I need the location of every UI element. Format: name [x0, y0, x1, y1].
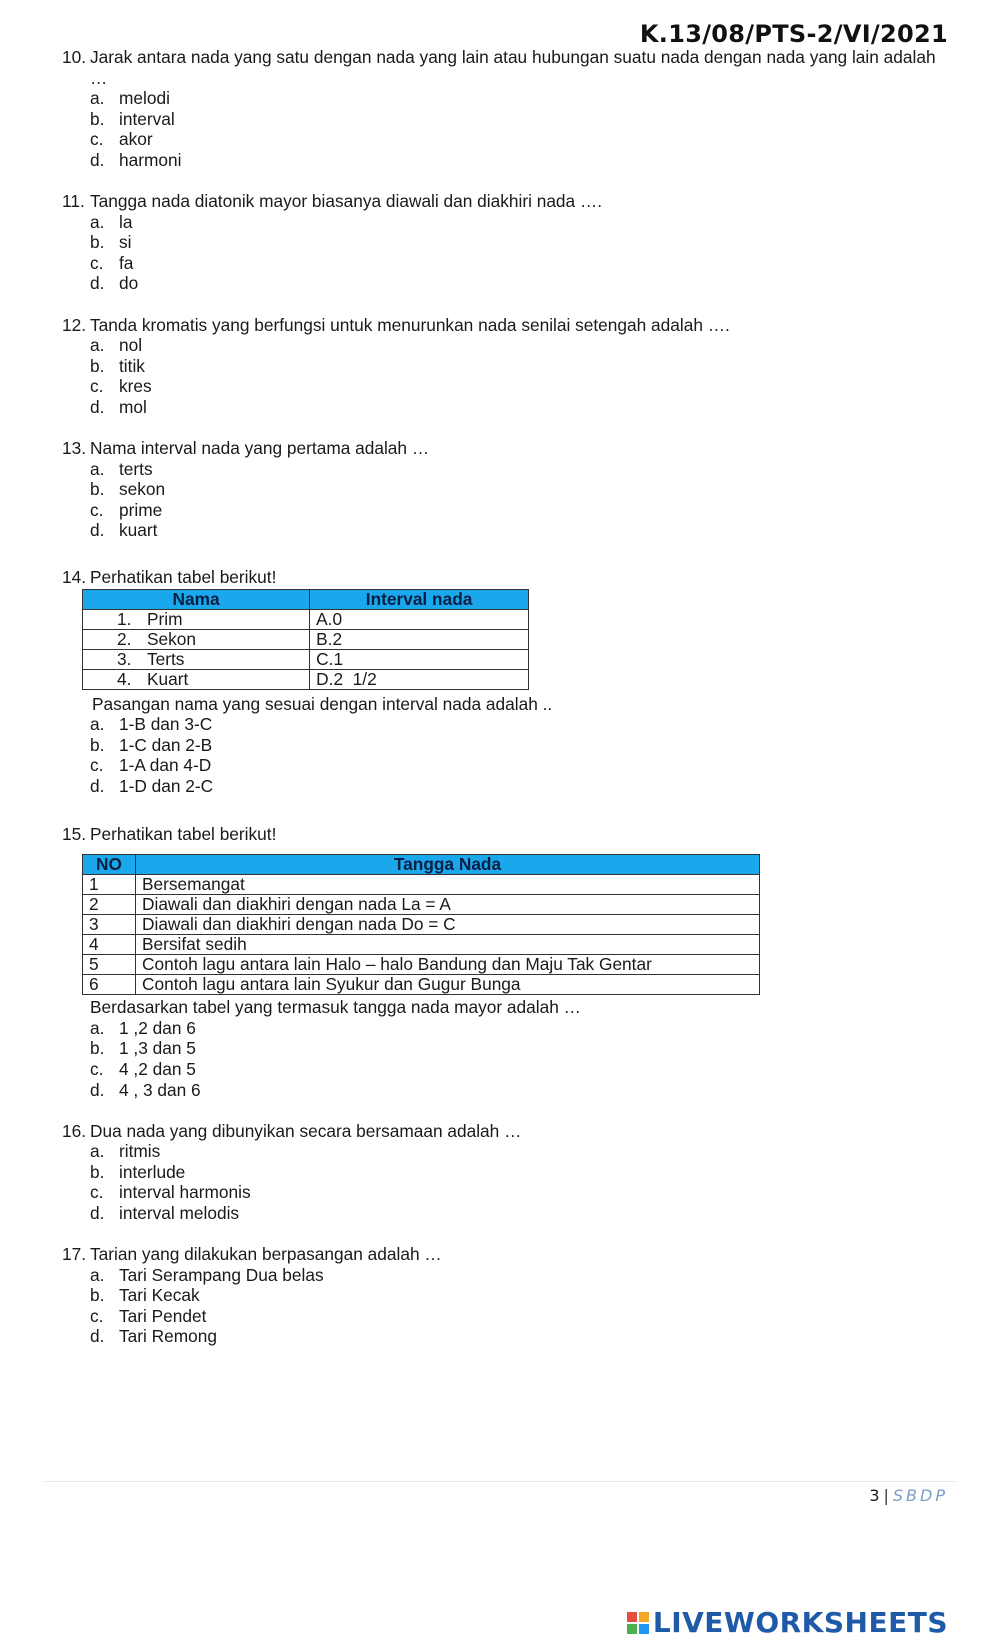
option-letter: c. — [90, 1305, 104, 1326]
option-letter: a. — [90, 88, 105, 109]
option-letter: a. — [90, 458, 105, 479]
option-text: sekon — [119, 479, 166, 500]
table-cell-interval: B.2 — [310, 629, 529, 649]
option-text: Tari Pendet — [119, 1305, 207, 1326]
option-text: fa — [119, 252, 134, 273]
table-cell-desc: Bersifat sedih — [136, 935, 760, 955]
option-letter: a. — [90, 335, 105, 356]
option-text: interval — [119, 108, 175, 129]
table-cell-no: 4 — [83, 935, 136, 955]
option[interactable] — [90, 1018, 942, 1039]
table-cell-name — [83, 609, 310, 629]
question-10 — [62, 47, 942, 171]
option[interactable] — [90, 735, 942, 756]
row-number: 3. — [117, 648, 132, 669]
table-row — [83, 875, 760, 895]
option-letter: d. — [90, 520, 105, 541]
question-number: 16. — [62, 1120, 87, 1141]
column-header-tangga-nada: Tangga Nada — [136, 855, 760, 875]
column-header-nama: Nama — [83, 589, 310, 609]
table-cell-desc: Diawali dan diakhiri dengan nada Do = C — [136, 915, 760, 935]
option-letter: c. — [90, 376, 104, 397]
option-letter: a. — [90, 211, 105, 232]
option[interactable] — [90, 1265, 942, 1286]
option[interactable] — [90, 1141, 942, 1162]
option-text: 1-B dan 3-C — [119, 714, 213, 735]
option-text: Tari Remong — [119, 1326, 217, 1347]
option-letter: d. — [90, 396, 105, 417]
option-text: kuart — [119, 520, 158, 541]
table-cell-desc: Diawali dan diakhiri dengan nada La = A — [136, 895, 760, 915]
option[interactable] — [90, 755, 942, 776]
option-text: 1-C dan 2-B — [119, 734, 213, 755]
table-row — [83, 609, 529, 629]
question-text: Tarian yang dilakukan berpasangan adalah … — [90, 1244, 442, 1265]
table-cell-name — [83, 649, 310, 669]
option-text: prime — [119, 499, 163, 520]
column-header-no: NO — [83, 855, 136, 875]
table-cell-desc: Bersemangat — [136, 875, 760, 895]
option-letter: d. — [90, 273, 105, 294]
option-letter: c. — [90, 129, 104, 150]
option-text: Tari Kecak — [119, 1285, 200, 1306]
question-number: 10. — [62, 47, 87, 67]
option[interactable] — [90, 150, 942, 171]
option-letter: c. — [90, 252, 104, 273]
table-cell-no: 6 — [83, 975, 136, 995]
row-number: 2. — [117, 628, 132, 649]
option-text: nol — [119, 335, 143, 356]
option[interactable] — [90, 459, 942, 480]
question-12 — [62, 315, 942, 418]
question-text: Tanda kromatis yang berfungsi untuk menurunkan nada senilai setengah adalah …. — [90, 314, 730, 335]
table-cell-desc: Contoh lagu antara lain Syukur dan Gugur Bunga — [136, 975, 760, 995]
option-text: Tari Serampang Dua belas — [119, 1264, 324, 1285]
option-letter: d. — [90, 1326, 105, 1347]
option[interactable] — [90, 714, 942, 735]
subject-label: SBDP — [892, 1486, 948, 1505]
question-text: Perhatikan tabel berikut! — [90, 566, 277, 587]
question-stem: Berdasarkan tabel yang termasuk tangga nada mayor adalah … — [90, 997, 581, 1018]
interval-table — [82, 589, 529, 690]
logo-grid-icon — [627, 1612, 649, 1634]
row-name: Terts — [147, 648, 185, 669]
option-letter: b. — [90, 232, 105, 253]
option-text: 1-D dan 2-C — [119, 775, 214, 796]
table-row — [83, 935, 760, 955]
option-letter: b. — [90, 355, 105, 376]
table-cell-interval: D.2 1/2 — [310, 669, 529, 689]
option-text: interval melodis — [119, 1202, 240, 1223]
option-text: 4 ,2 dan 5 — [119, 1058, 196, 1079]
option-letter: c. — [90, 499, 104, 520]
row-name: Sekon — [147, 628, 197, 649]
question-number: 12. — [62, 314, 87, 335]
option[interactable] — [90, 776, 942, 797]
option[interactable] — [90, 1326, 942, 1347]
option[interactable] — [90, 376, 942, 397]
option-text: terts — [119, 458, 153, 479]
option-letter: b. — [90, 1038, 105, 1059]
option[interactable] — [90, 1203, 942, 1224]
option-text: kres — [119, 376, 152, 397]
table-cell-no: 1 — [83, 875, 136, 895]
table-cell-name — [83, 669, 310, 689]
footer-divider — [44, 1481, 956, 1482]
option-letter: a. — [90, 1141, 105, 1162]
table-cell-interval: C.1 — [310, 649, 529, 669]
question-number: 13. — [62, 438, 87, 458]
option[interactable] — [90, 1038, 942, 1059]
option[interactable] — [90, 232, 942, 253]
table-cell-interval: A.0 — [310, 609, 529, 629]
option-text: ritmis — [119, 1141, 161, 1162]
option-letter: b. — [90, 479, 105, 500]
option-letter: a. — [90, 1017, 105, 1038]
option-letter: c. — [90, 755, 104, 776]
row-number: 1. — [117, 608, 132, 629]
option-letter: c. — [90, 1182, 104, 1203]
table-row — [83, 629, 529, 649]
option[interactable] — [90, 356, 942, 377]
option[interactable] — [90, 1059, 942, 1080]
option[interactable] — [90, 1182, 942, 1203]
question-text: Tangga nada diatonik mayor biasanya diawali dan diakhiri nada …. — [90, 191, 603, 212]
logo-text: LIVEWORKSHEETS — [652, 1606, 948, 1639]
option-text: melodi — [119, 88, 170, 109]
option-text: 1 ,3 dan 5 — [119, 1038, 196, 1059]
table-cell-desc: Contoh lagu antara lain Halo – halo Bandung dan Maju Tak Gentar — [136, 955, 760, 975]
option[interactable] — [90, 129, 942, 150]
row-number: 4. — [117, 668, 132, 689]
table-row — [83, 669, 529, 689]
option-text: la — [119, 211, 133, 232]
option-text: 1-A dan 4-D — [119, 755, 212, 776]
option-text: interval harmonis — [119, 1182, 251, 1203]
option-letter: d. — [90, 1079, 105, 1100]
option-letter: a. — [90, 714, 105, 735]
option[interactable] — [90, 273, 942, 294]
option-letter: b. — [90, 108, 105, 129]
option-text: 4 , 3 dan 6 — [119, 1079, 201, 1100]
question-number: 15. — [62, 823, 87, 844]
question-text: Jarak antara nada yang satu dengan nada yang lain atau hubungan suatu nada dengan nada yang lain adalah … — [90, 47, 936, 88]
question-number: 14. — [62, 566, 87, 587]
table-row — [83, 895, 760, 915]
option[interactable] — [90, 253, 942, 274]
option-letter: b. — [90, 734, 105, 755]
table-row — [83, 975, 760, 995]
option-letter: b. — [90, 1161, 105, 1182]
option-text: si — [119, 232, 132, 253]
option-letter: d. — [90, 1202, 105, 1223]
scale-table — [82, 854, 760, 995]
question-number: 17. — [62, 1244, 87, 1265]
question-16 — [62, 1121, 942, 1224]
option[interactable] — [90, 335, 942, 356]
row-name: Kuart — [147, 668, 189, 689]
option[interactable] — [90, 520, 942, 541]
footer-separator: | — [883, 1486, 889, 1505]
option-text: akor — [119, 129, 153, 150]
option[interactable] — [90, 88, 942, 109]
option[interactable] — [90, 397, 942, 418]
question-text: Dua nada yang dibunyikan secara bersamaan adalah … — [90, 1120, 522, 1141]
question-list — [62, 47, 942, 1368]
option-text: do — [119, 273, 139, 294]
option-letter: b. — [90, 1285, 105, 1306]
option-letter: d. — [90, 149, 105, 170]
page-footer — [869, 1486, 948, 1505]
column-header-interval: Interval nada — [310, 589, 529, 609]
option[interactable] — [90, 109, 942, 130]
option[interactable] — [90, 479, 942, 500]
question-15 — [62, 824, 942, 1101]
option[interactable] — [90, 1080, 942, 1101]
option-text: mol — [119, 396, 147, 417]
document-code: K.13/08/PTS-2/VI/2021 — [639, 20, 948, 48]
question-14 — [62, 567, 942, 797]
table-row — [83, 915, 760, 935]
question-text: Perhatikan tabel berikut! — [90, 823, 277, 844]
option[interactable] — [90, 1162, 942, 1183]
table-cell-name — [83, 629, 310, 649]
table-cell-no: 2 — [83, 895, 136, 915]
question-number: 11. — [62, 191, 85, 212]
table-cell-no: 3 — [83, 915, 136, 935]
option-text: 1 ,2 dan 6 — [119, 1017, 196, 1038]
table-cell-no: 5 — [83, 955, 136, 975]
option-letter: c. — [90, 1058, 104, 1079]
page-number: 3 — [869, 1486, 880, 1505]
option[interactable] — [90, 212, 942, 233]
option-letter: d. — [90, 775, 105, 796]
option-text: titik — [119, 355, 145, 376]
question-17 — [62, 1244, 942, 1347]
table-row — [83, 955, 760, 975]
question-stem: Pasangan nama yang sesuai dengan interval nada adalah .. — [92, 693, 553, 714]
question-11 — [62, 191, 942, 294]
table-row — [83, 649, 529, 669]
question-13 — [62, 438, 942, 541]
option[interactable] — [90, 1285, 942, 1306]
option[interactable] — [90, 1306, 942, 1327]
option-text: harmoni — [119, 149, 182, 170]
row-name: Prim — [147, 608, 183, 629]
question-text: Nama interval nada yang pertama adalah … — [90, 438, 430, 458]
option-letter: a. — [90, 1264, 105, 1285]
option-text: interlude — [119, 1161, 186, 1182]
liveworksheets-logo — [627, 1606, 948, 1639]
option[interactable] — [90, 500, 942, 521]
